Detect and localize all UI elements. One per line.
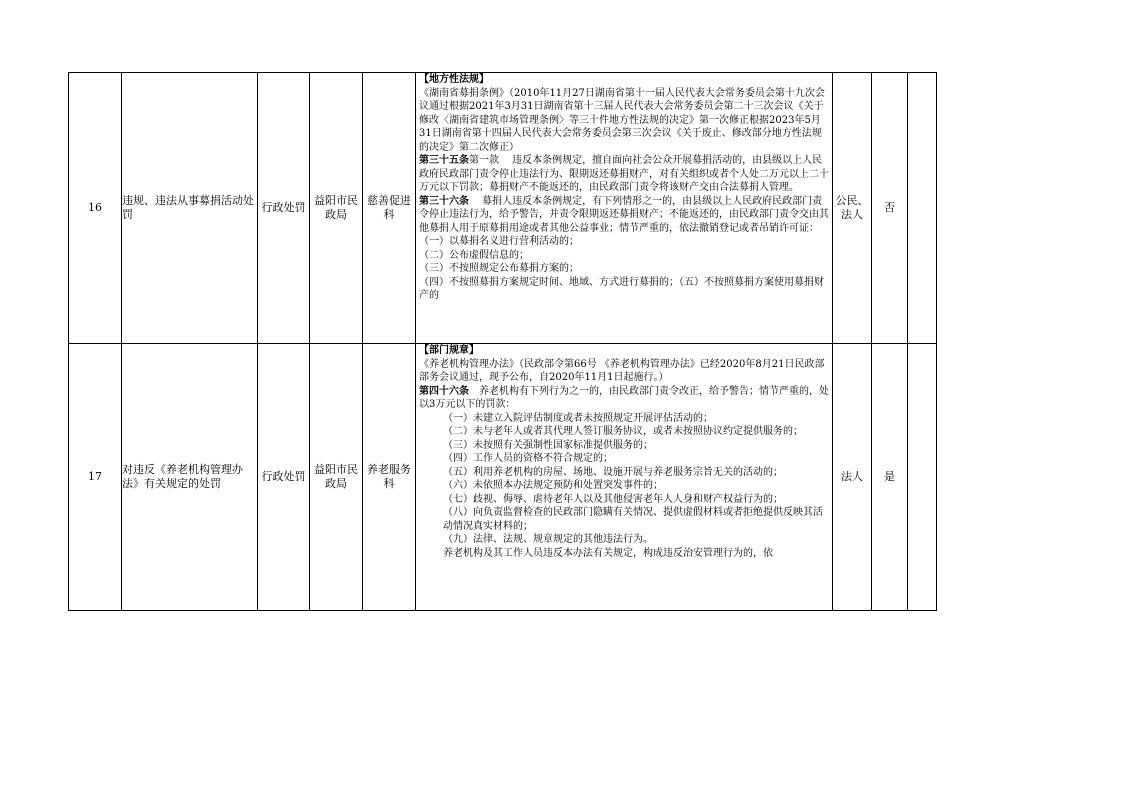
basis-item: （二）公布虚假信息的； (419, 249, 529, 261)
item-type: 行政处罚 (258, 73, 310, 344)
empty-cell (908, 344, 937, 611)
legal-basis-text (416, 73, 832, 343)
basis-item: （四）不按照募捐方案规定时间、地域、方式进行募捐的；（五）不按照募捐方案使用募捐财产的 (419, 276, 824, 301)
item-name: 对违反《养老机构管理办法》有关规定的处罚 (122, 344, 258, 611)
article-title: 第三十六条 (419, 195, 469, 207)
flag-value: 否 (872, 73, 908, 344)
article-text: 募捐人违反本条例规定，有下列情形之一的，由县级以上人民政府民政部门责令停止违法行为，给予警告，并责令限期返还募捐财产；不能返还的，由民政部门责令交由其他募捐人用于原募捐用途或者其他公益事业；情节严重的，依法撤销登记或者吊销许可证： (419, 195, 829, 234)
item-name: 违规、违法从事募捐活动处罚 (122, 73, 258, 344)
basis-heading: 【部门规章】 (419, 345, 479, 356)
flag-value: 是 (872, 344, 908, 611)
basis-item: （七）歧视、侮辱、虐待老年人以及其他侵害老年人人身和财产权益行为的； (443, 493, 783, 505)
basis-item: （四）工作人员的资格不符合规定的； (443, 453, 613, 464)
article-title: 第三十五条 (419, 155, 469, 166)
power-list-table (68, 72, 937, 611)
basis-intro: 《养老机构管理办法》（民政部令第66号 《养老机构管理办法》已经2020年8月21日民政部部务会议通过，现予公布，自2020年11月1日起施行。） (419, 358, 825, 383)
empty-cell (908, 73, 937, 344)
basis-item: （五）利用养老机构的房屋、场地、设施开展与养老服务宗旨无关的活动的； (443, 466, 783, 478)
basis-article (419, 195, 829, 236)
basis-item: （一）以募捐名义进行营利活动的； (419, 236, 579, 247)
subject-type: 公民、法人 (833, 73, 872, 344)
basis-item: （三）不按照规定公布募捐方案的； (419, 263, 579, 274)
subject-type: 法人 (833, 344, 872, 611)
item-dept: 养老服务科 (363, 344, 416, 611)
table-row (69, 73, 937, 344)
item-dept: 慈善促进科 (363, 73, 416, 344)
basis-item: （一）未建立入院评估制度或者未按照规定开展评估活动的； (443, 412, 713, 424)
basis-heading: 【地方性法规】 (419, 74, 489, 85)
legal-basis-text (416, 344, 832, 610)
basis-article (419, 385, 829, 412)
row-number: 17 (69, 344, 122, 611)
basis-intro: 《湖南省募捐条例》（2010年11月27日湖南省第十一届人民代表大会常务委员会第十九次会议通过根据2021年3月31日湖南省第十三届人民代表大会常务委员会第二十三次会议《关于修改〈湖南省建筑市场管理条例〉等三十件地方性法规的决定》第一次修正根据2023年5月31日湖南省第十四届人民代表大会常务委员会第三次会议《关于废止、修改部分地方性法规的决定》第二次修正） (419, 87, 825, 153)
basis-article (419, 154, 829, 195)
article-text: 养老机构有下列行为之一的，由民政部门责令改正，给予警告；情节严重的，处以3万元以下的罚款： (419, 385, 829, 410)
article-title: 第四十六条 (419, 385, 469, 397)
item-org: 益阳市民政局 (310, 73, 363, 344)
basis-item: 养老机构及其工作人员违反本办法有关规定，构成违反治安管理行为的，依 (443, 547, 773, 559)
legal-basis-cell (416, 344, 833, 611)
item-org: 益阳市民政局 (310, 344, 363, 611)
row-number: 16 (69, 73, 122, 344)
article-text: 第一款 违反本条例规定，擅自面向社会公众开展募捐活动的，由县级以上人民政府民政部门责令停止违法行为、限期返还募捐财产，对有关组织或者个人处二万元以上二十万元以下罚款；募捐财产不能返还的，由民政部门责令将该财产交由合法募捐人管理。 (419, 155, 829, 193)
basis-item: （八）向负责监督检查的民政部门隐瞒有关情况、提供虚假材料或者拒绝提供反映其活动情况真实材料的； (443, 507, 823, 532)
basis-item: （三）未按照有关强制性国家标准提供服务的； (443, 439, 653, 451)
table-row (69, 344, 937, 611)
basis-item: （九）法律、法规、规章规定的其他违法行为。 (443, 534, 653, 545)
basis-item: （六）未依照本办法规定预防和处置突发事件的； (443, 480, 663, 491)
item-type: 行政处罚 (258, 344, 310, 611)
basis-item: （二）未与老年人或者其代理人签订服务协议，或者未按照协议约定提供服务的； (443, 426, 803, 437)
legal-basis-cell (416, 73, 833, 344)
